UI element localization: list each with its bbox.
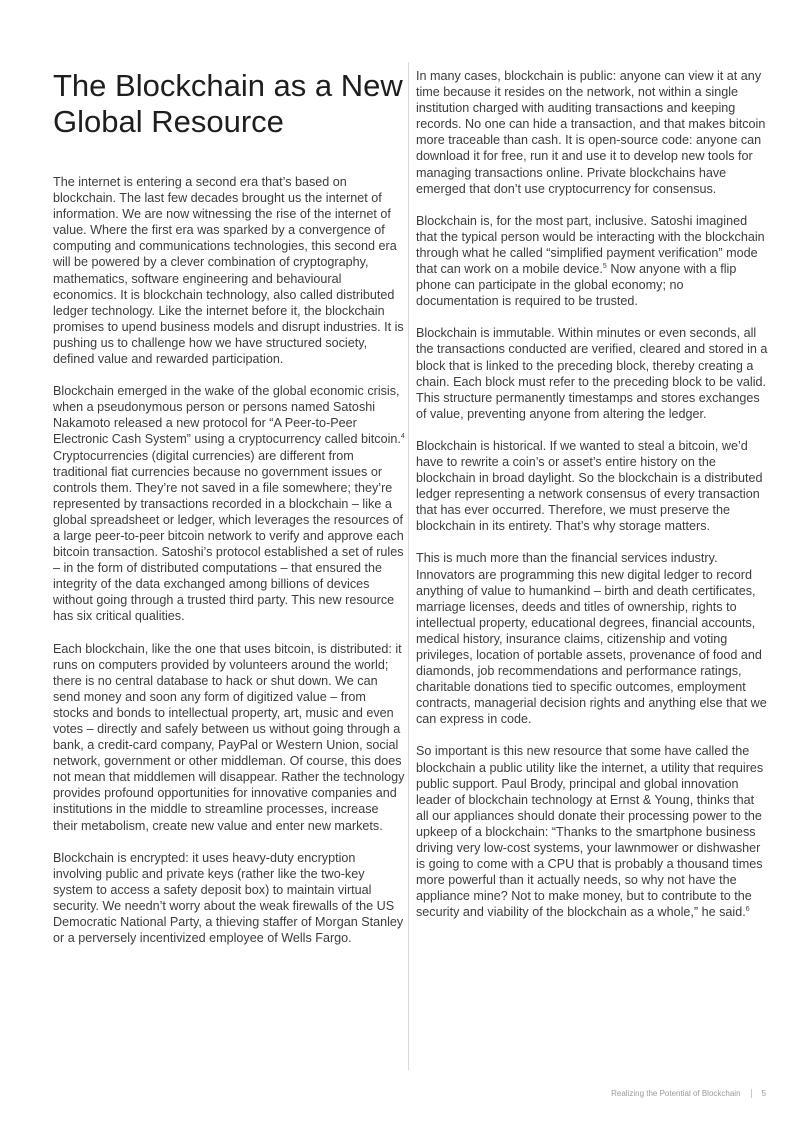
footer-separator [751,1089,752,1098]
paragraph-public-utility [416,743,768,920]
paragraph-distributed: Each blockchain, like the one that uses bitcoin, is distributed: it runs on computers provided by volunteers around the world; there is no central database to hack or shut down. We can send money and soon any form of digitized value – from stocks and bonds to intellectual property, art, music and even votes – directly and safely between us without going through a bank, a credit-card company, PayPal or Western Union, social network, government or other middleman. Of course, this does not mean that middlemen will disappear. Rather the technology provides profound opportunities for innovative companies and institutions in the middle to streamline processes, increase their metabolism, create new value and enter new markets. [53,641,405,833]
left-column [53,68,405,962]
paragraph-text: Blockchain is, for the most part, inclusive. Satoshi imagined that the typical person would be interacting with the blockchain through what he called “simplified payment verification” mode that can work on a mobile device. [416,213,765,277]
footnote-ref-6: 6 [745,906,750,914]
page-title: The Blockchain as a New Global Resource [53,68,403,139]
paragraph-beyond-finance: This is much more than the financial services industry. Innovators are programming this new digital ledger to record anything of value to humankind – birth and death certificates, marriage licenses, deeds and titles of ownership, rights to intellectual property, educational degrees, financial accounts, medical history, insurance claims, citizenship and voting privileges, location of portable assets, provenance of food and diamonds, job recommendations and performance ratings, charitable donations tied to specific outcomes, employment contracts, managerial decision rights and anything else that we can express in code. [416,551,767,727]
footnote-ref-4: 4 [400,433,405,441]
paragraph-immutable: Blockchain is immutable. Within minutes or even seconds, all the transactions conducted are verified, cleared and stored in a block that is linked to the preceding block, thereby creating a chain. Each block must refer to the preceding block to be valid. This structure permanently timestamps and stores exchanges of value, preventing anyone from altering the ledger. [416,326,768,421]
paragraph-intro: The internet is entering a second era that’s based on blockchain. The last few decades brought us the internet of information. We are now witnessing the rise of the internet of value. Where the first era was sparked by a convergence of computing and communications technologies, this second era will be powered by a clever combination of cryptography, mathematics, software engineering and behavioural economics. It is blockchain technology, also called distributed ledger technology. Like the internet before it, the blockchain promises to upend business models and disrupt industries. It is pushing us to challenge how we have structured society, defined value and rewarded participation. [53,175,404,367]
footnote-ref-5: 5 [602,262,607,270]
paragraph-historical: Blockchain is historical. If we wanted to steal a bitcoin, we’d have to rewrite a coin’s or asset’s entire history on the blockchain in broad daylight. So the blockchain is a distributed ledger representing a network consensus of every transaction that has ever occurred. Therefore, we must preserve the blockchain in its entirety. That’s why storage matters. [416,438,763,534]
column-divider [408,62,409,1070]
page-number: 5 [761,1089,766,1098]
paragraph-public: In many cases, blockchain is public: anyone can view it at any time because it resides on the network, not within a single institution charged with auditing transactions and keeping records. No one can hide a transaction, and that makes bitcoin more traceable than cash. It is open-source code: anyone can download it for free, run it and use it to develop new tools for managing transactions online. Private blockchains have emerged that don’t use cryptocurrency for consensus. [416,69,766,196]
paragraph-text: So important is this new resource that some have called the blockchain a public utility like the internet, a utility that requires public support. Paul Brody, principal and global innovation leader of blockchain technology at Ernst & Young, thinks that all our appliances should donate their processing power to the upkeep of a blockchain: “Thanks to the smartphone business driving very low-cost systems, your lawnmower or dishwasher is going to come with a CPU that is probably a thousand times more powerful than it actually needs, so why not have the appliance mine? Not to make money, but to contribute to the security and viability of the blockchain as a whole,” he said. [416,744,764,920]
paragraph-text: Blockchain emerged in the wake of the global economic crisis, when a pseudonymous person or persons named Satoshi Nakamoto released a new protocol for “A Peer-to-Peer Electronic Cash System” using a cryptocurrency called bitcoin. [53,384,401,447]
paragraph-inclusive [416,213,768,310]
page-footer [611,1089,766,1098]
right-column [416,68,768,937]
paragraph-text: Now anyone with a flip phone can participate in the global economy; no documentation is required to be trusted. [416,262,737,309]
paragraph-emergence [53,383,405,624]
footer-doc-title: Realizing the Potential of Blockchain [611,1089,741,1098]
paragraph-encrypted: Blockchain is encrypted: it uses heavy-duty encryption involving public and private keys (rather like the two-key system to access a safety deposit box) to maintain virtual security. We needn’t worry about the weak firewalls of the US Democratic National Party, a thieving staffer of Morgan Stanley or a perversely incentivized employee of Wells Fargo. [53,850,404,946]
paragraph-text: Cryptocurrencies (digital currencies) are different from traditional fiat currencies because no government issues or controls them. They’re not saved in a file somewhere; they’re represented by transactions recorded in a blockchain – like a global spreadsheet or ledger, which leverages the resources of a large peer-to-peer bitcoin network to verify and approve each bitcoin transaction. Satoshi’s protocol established a set of rules – in the form of distributed computations – that ensured the integrity of the data exchanged among billions of devices without going through a trusted third party. This new resource has six critical qualities. [53,448,404,624]
